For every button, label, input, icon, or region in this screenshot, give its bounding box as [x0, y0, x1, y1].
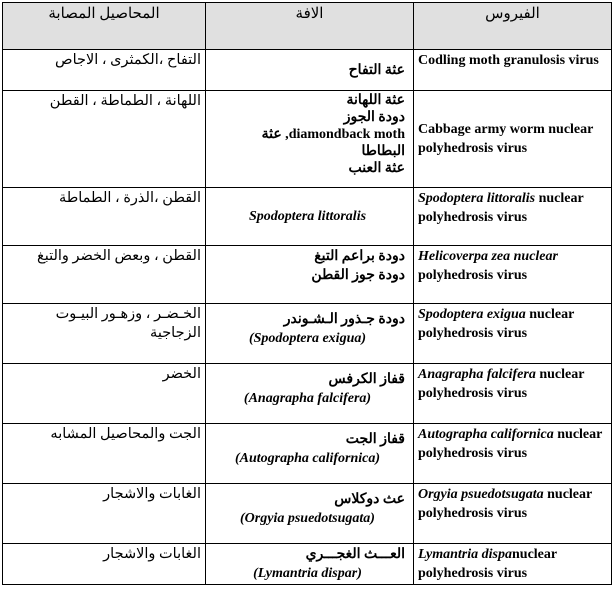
- virus-name-italic: Orgyia psuedotsugata: [418, 487, 544, 502]
- pest-cell: [206, 364, 414, 424]
- virus-name: nuclear polyhedrosis virus: [418, 307, 575, 341]
- table-row: [3, 544, 612, 585]
- pest-cell: [206, 544, 414, 585]
- pest-name: عثة العنب: [348, 161, 405, 176]
- pest-name: عث دوكلاس: [334, 492, 405, 507]
- header-pest: الافة: [206, 3, 414, 50]
- crops-cell: القطن ، وبعض الخضر والتبغ: [3, 246, 206, 304]
- pest-scientific-name: (Lymantria dispar): [253, 566, 362, 581]
- header-crops: المحاصيل المصابة: [3, 3, 206, 50]
- pest-cell: [206, 188, 414, 246]
- header-virus: الفيروس: [414, 3, 612, 50]
- virus-name: Cabbage army worm nuclear polyhedrosis virus: [418, 122, 594, 156]
- virus-name: polyhedrosis virus: [418, 268, 528, 283]
- pest-cell: [206, 424, 414, 484]
- pest-scientific-name: (Autographa californica): [234, 451, 381, 466]
- virus-cell: [414, 304, 612, 364]
- pest-name: diamondback moth, عثة: [261, 127, 405, 142]
- crops-cell: التفاح ،الكمثرى ، الاجاص: [3, 50, 206, 91]
- virus-name-italic: Helicoverpa zea nuclear: [418, 249, 558, 264]
- virus-name: nuclear polyhedrosis virus: [418, 427, 603, 461]
- virus-cell: [414, 188, 612, 246]
- crops-cell: الغابات والاشجار: [3, 484, 206, 544]
- virus-cell: [414, 364, 612, 424]
- pest-scientific-name: Spodoptera littoralis: [248, 209, 367, 224]
- table-row: [3, 50, 612, 91]
- crops-cell: الغابات والاشجار: [3, 544, 206, 585]
- table-row: [3, 91, 612, 188]
- virus-name-italic: Anagrapha falcifera: [418, 367, 536, 382]
- virus-cell: [414, 544, 612, 585]
- pest-scientific-name: (Orgyia psuedotsugata): [240, 511, 375, 526]
- pest-name: العـــث الغجـــري: [305, 547, 405, 562]
- table-row: [3, 424, 612, 484]
- pest-name: قفاز الجت: [345, 432, 405, 447]
- virus-cell: [414, 50, 612, 91]
- crops-cell: الجت والمحاصيل المشابه: [3, 424, 206, 484]
- virus-cell: [414, 246, 612, 304]
- pest-scientific-name: (Anagrapha falcifera): [243, 391, 372, 406]
- pest-name: دودة براعم التبغ: [314, 249, 405, 264]
- pest-cell: [206, 50, 414, 91]
- virus-name: nuclear polyhedrosis virus: [418, 487, 592, 521]
- pest-name: عثة اللهانة: [346, 93, 405, 108]
- crops-cell: الخضر: [3, 364, 206, 424]
- table-row: [3, 364, 612, 424]
- virus-name-italic: Spodoptera littoralis: [418, 191, 536, 206]
- pest-scientific-name: (Spodoptera exigua): [248, 331, 367, 346]
- virus-name: nuclear polyhedrosis virus: [418, 191, 584, 225]
- virus-name-italic: Autographa californica: [418, 427, 554, 442]
- pest-cell: [206, 484, 414, 544]
- virus-cell: [414, 424, 612, 484]
- pest-name: دودة جـذور الـشـوندر: [283, 312, 405, 327]
- pest-name: البطاطا: [361, 144, 405, 159]
- pest-name: دودة جوز القطن: [311, 268, 405, 283]
- crops-cell: اللهانة ، الطماطة ، القطن: [3, 91, 206, 188]
- table-row: [3, 484, 612, 544]
- pest-cell: [206, 304, 414, 364]
- pest-name: قفاز الكرفس: [328, 372, 405, 387]
- crops-cell: القطن ،الذرة ، الطماطة: [3, 188, 206, 246]
- table-row: [3, 246, 612, 304]
- pest-name: عثة التفاح: [348, 62, 405, 78]
- virus-name: Codling moth granulosis virus: [418, 53, 599, 68]
- pest-cell: [206, 91, 414, 188]
- virus-name-italic: Spodoptera exigua: [418, 307, 526, 322]
- crops-cell: الخـضـر ، وزهـور البيـوت الزجاجية: [3, 304, 206, 364]
- virus-table: [2, 2, 612, 585]
- virus-name: nuclear polyhedrosis virus: [418, 547, 557, 581]
- table-header-row: [3, 3, 612, 50]
- virus-cell: [414, 91, 612, 188]
- virus-cell: [414, 484, 612, 544]
- table-row: [3, 188, 612, 246]
- table-row: [3, 304, 612, 364]
- pest-name: دودة الجوز: [343, 110, 405, 125]
- virus-name: nuclear polyhedrosis virus: [418, 367, 585, 401]
- pest-cell: [206, 246, 414, 304]
- virus-name-italic: Lymantria dispa: [418, 547, 512, 562]
